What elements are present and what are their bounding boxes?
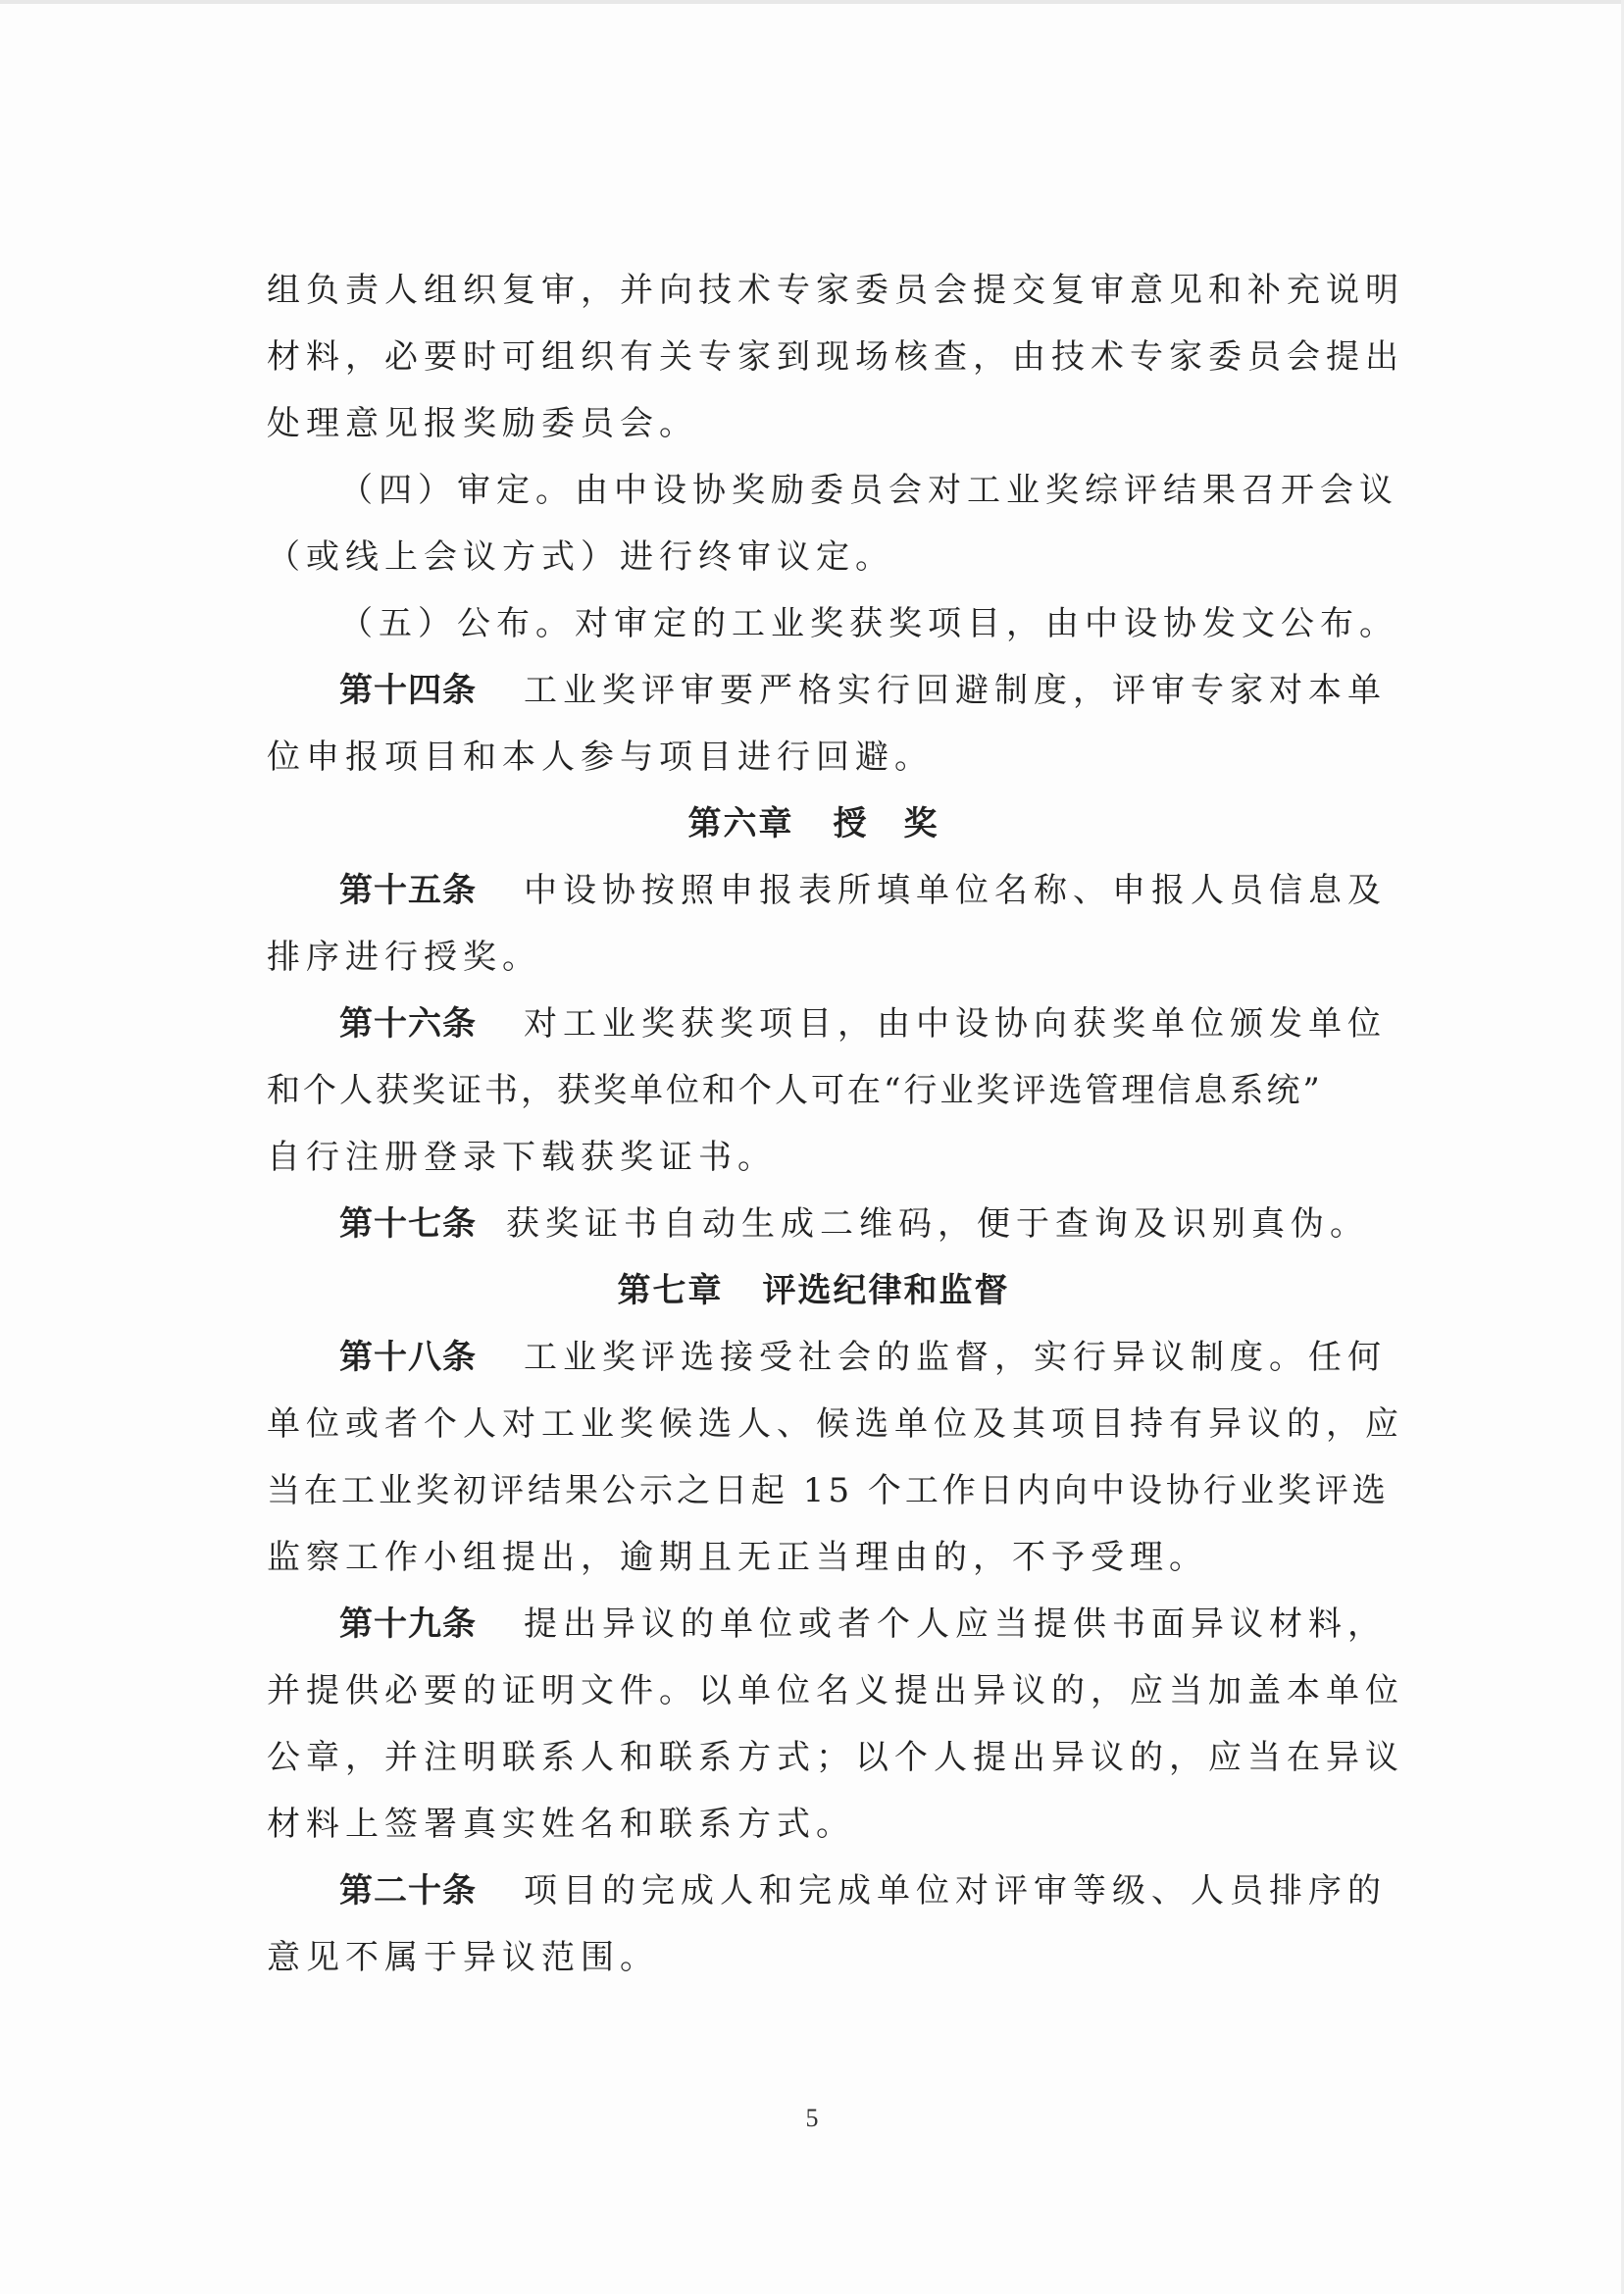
body-line: 当在工业奖初评结果公示之日起 15 个工作日内向中设协行业奖评选: [267, 1471, 1390, 1510]
article-title: 第十五条: [339, 871, 477, 910]
body-line: （或线上会议方式）进行终审议定。: [267, 537, 894, 577]
body-line: 监察工作小组提出，逾期且无正当理由的，不予受理。: [267, 1538, 1208, 1577]
article-text: 项目的完成人和完成单位对评审等级、人员排序的: [524, 1871, 1387, 1911]
article-title: 第十七条: [339, 1204, 477, 1244]
article-text: 中设协按照申报表所填单位名称、申报人员信息及: [524, 871, 1387, 910]
clause-approval: （四）审定。由中设协奖励委员会对工业奖综评结果召开会议: [339, 471, 1398, 510]
article-title: 第十九条: [339, 1605, 477, 1644]
body-line: 位申报项目和本人参与项目进行回避。: [267, 738, 934, 777]
article-19: [267, 1591, 1387, 1657]
article-text: 获奖证书自动生成二维码，便于查询及识别真伪。: [506, 1204, 1369, 1244]
chapter-heading: [267, 790, 1360, 857]
article-title: 第十四条: [339, 671, 477, 710]
chapter-name: 授 奖: [833, 804, 939, 843]
article-14: [267, 657, 1387, 724]
body-line: 处理意见报奖励委员会。: [267, 404, 698, 443]
body-line: 单位或者个人对工业奖候选人、候选单位及其项目持有异议的，应: [267, 1404, 1404, 1444]
article-text: 工业奖评审要严格实行回避制度，评审专家对本单: [524, 671, 1387, 710]
chapter-heading: [267, 1257, 1360, 1324]
article-text: 提出异议的单位或者个人应当提供书面异议材料，: [524, 1605, 1387, 1644]
article-18: [267, 1324, 1387, 1391]
body-line: 意见不属于异议范围。: [267, 1938, 659, 1977]
body-line: 自行注册登录下载获奖证书。: [267, 1138, 777, 1177]
article-20: [267, 1858, 1387, 1924]
article-16: [267, 991, 1387, 1057]
chapter-name: 评选纪律和监督: [762, 1271, 1010, 1310]
document-body: [267, 257, 1404, 1991]
page-number: 5: [805, 2104, 819, 2132]
article-title: 第二十条: [339, 1871, 477, 1911]
body-line: 材料，必要时可组织有关专家到现场核查，由技术专家委员会提出: [267, 337, 1404, 377]
article-17: [267, 1191, 1369, 1257]
scan-edge: [0, 0, 1624, 4]
article-text: 工业奖评选接受社会的监督，实行异议制度。任何: [524, 1338, 1387, 1377]
body-line: 和个人获奖证书，获奖单位和个人可在“行业奖评选管理信息系统”: [267, 1071, 1323, 1110]
article-title: 第十八条: [339, 1338, 477, 1377]
body-line: 材料上签署真实姓名和联系方式。: [267, 1805, 855, 1844]
body-line: 公章，并注明联系人和联系方式；以个人提出异议的，应当在异议: [267, 1738, 1404, 1777]
body-line: 组负责人组织复审，并向技术专家委员会提交复审意见和补充说明: [267, 271, 1404, 310]
clause-publication: （五）公布。对审定的工业奖获奖项目，由中设协发文公布。: [339, 604, 1398, 643]
chapter-number: 第六章: [687, 804, 794, 843]
chapter-number: 第七章: [617, 1271, 724, 1310]
article-15: [267, 857, 1387, 924]
body-line: 排序进行授奖。: [267, 938, 541, 977]
article-text: 对工业奖获奖项目，由中设协向获奖单位颁发单位: [524, 1004, 1387, 1044]
body-line: 并提供必要的证明文件。以单位名义提出异议的，应当加盖本单位: [267, 1671, 1404, 1710]
article-title: 第十六条: [339, 1004, 477, 1044]
